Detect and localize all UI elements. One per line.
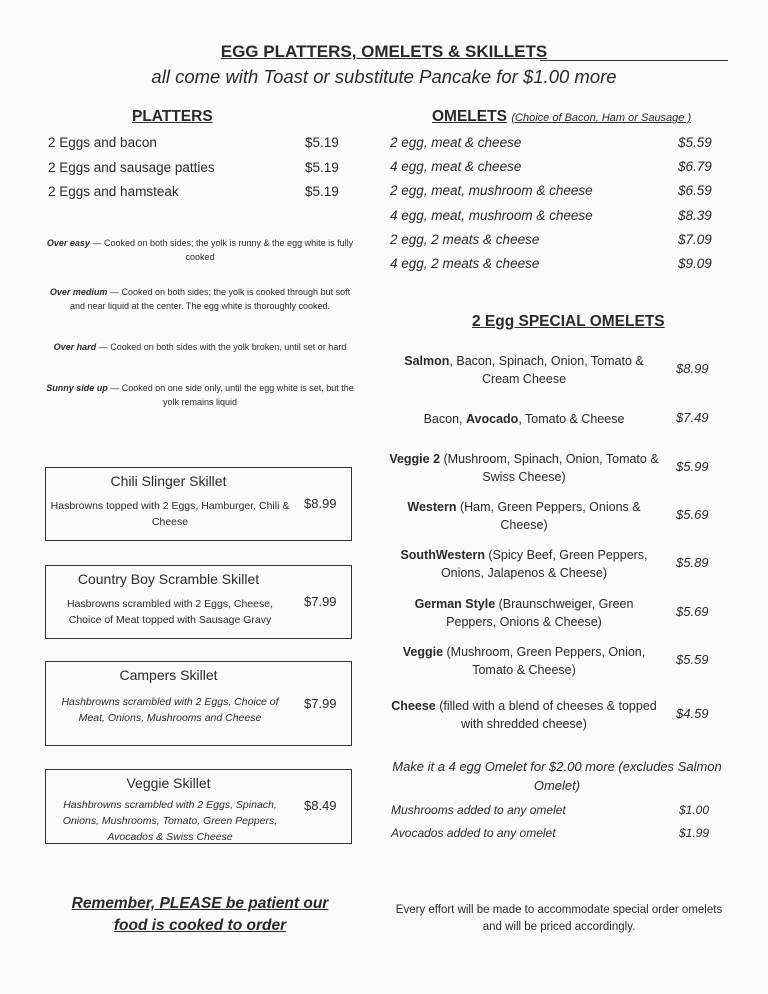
special-omelet-price: $7.49 bbox=[676, 410, 709, 425]
footer-note: Every effort will be made to accommodate special order omelets and will be priced accordingly. bbox=[395, 904, 723, 933]
platter-name: 2 Eggs and sausage patties bbox=[48, 159, 215, 175]
special-omelet-price: $8.99 bbox=[676, 361, 709, 376]
special-omelet-price: $5.69 bbox=[676, 507, 709, 522]
special-heading: 2 Egg SPECIAL OMELETS bbox=[472, 313, 665, 330]
special-omelet-desc bbox=[388, 450, 660, 486]
special-omelet-price: $5.59 bbox=[676, 652, 709, 667]
reminder-line1: Remember, PLEASE be patient our bbox=[71, 895, 329, 912]
special-omelet-name: Western bbox=[407, 500, 457, 514]
skillet-desc: Hasbrowns scrambled with 2 Eggs, Cheese, Choice of Meat topped with Sausage Gravy bbox=[66, 598, 273, 626]
special-omelet-ingredients: , Bacon, Spinach, Onion, Tomato & Cream Cheese bbox=[449, 354, 644, 386]
special-omelet-desc bbox=[388, 352, 660, 388]
skillet-name: Veggie Skillet bbox=[126, 775, 211, 791]
special-omelet-ingredients: , Tomato & Cheese bbox=[518, 412, 625, 426]
skillet-price: $8.49 bbox=[304, 798, 337, 813]
egg-style-term: Over medium bbox=[49, 287, 108, 297]
omelet-name: 4 egg, 2 meats & cheese bbox=[390, 256, 540, 271]
skillet-name: Country Boy Scramble Skillet bbox=[77, 571, 260, 587]
egg-style-desc: — Cooked on one side only, until the egg white is set, but the yolk remains liquid bbox=[107, 383, 354, 407]
reminder bbox=[60, 893, 340, 937]
skillet-box bbox=[45, 769, 352, 844]
special-omelet-ingredients: (Spicy Beef, Green Peppers, Onions, Jalapenos & Cheese) bbox=[440, 548, 648, 580]
special-omelet-desc bbox=[388, 410, 660, 428]
egg-style-desc: — Cooked on both sides; the yolk is cooked through but soft and near liquid at the center. The egg white is thoroughly cooked. bbox=[69, 287, 351, 311]
egg-style-definition bbox=[45, 340, 355, 354]
special-omelet-ingredients: (Ham, Green Peppers, Onions & Cheese) bbox=[456, 500, 641, 532]
special-omelet-name: SouthWestern bbox=[400, 548, 485, 562]
skillet-price: $7.99 bbox=[304, 696, 337, 711]
omelets-heading bbox=[432, 108, 691, 126]
special-omelet-ingredients: (Braunschweiger, Green Peppers, Onions & Cheese) bbox=[446, 597, 634, 629]
platter-name: 2 Eggs and bacon bbox=[48, 135, 157, 150]
reminder-line2: food is cooked to order bbox=[113, 917, 287, 934]
special-omelet-price: $5.99 bbox=[676, 459, 709, 474]
extra-name: Mushrooms added to any omelet bbox=[391, 803, 566, 817]
platter-price: $5.19 bbox=[305, 159, 339, 175]
special-omelet-name: Veggie bbox=[402, 645, 444, 659]
extra-price: $1.00 bbox=[679, 803, 710, 817]
special-omelet-desc bbox=[388, 498, 660, 534]
egg-style-term: Sunny side up bbox=[46, 383, 108, 393]
skillet-box bbox=[45, 661, 352, 746]
omelet-price: $6.79 bbox=[678, 159, 712, 175]
platters-heading: PLATTERS bbox=[132, 108, 213, 125]
title-underline bbox=[540, 60, 728, 61]
special-omelet-desc bbox=[388, 595, 660, 631]
omelet-price: $6.59 bbox=[678, 183, 712, 199]
special-omelet-desc bbox=[388, 697, 660, 733]
special-omelet-name: Cheese bbox=[391, 699, 436, 713]
omelets-title: OMELETS bbox=[432, 108, 507, 125]
special-omelet-ingredients: (Mushroom, Green Peppers, Onion, Tomato & Cheese) bbox=[443, 645, 646, 677]
omelet-price: $9.09 bbox=[678, 256, 712, 271]
menu-subtitle: all come with Toast or substitute Pancake for $1.00 more bbox=[151, 66, 617, 87]
special-omelet-price: $4.59 bbox=[676, 706, 709, 721]
platter-name: 2 Eggs and hamsteak bbox=[48, 184, 179, 199]
special-omelet-ingredients: (Mushroom, Spinach, Onion, Tomato & Swiss Cheese) bbox=[440, 452, 659, 484]
skillet-price: $7.99 bbox=[304, 594, 337, 609]
skillet-name: Campers Skillet bbox=[119, 667, 218, 683]
special-omelet-name: German Style bbox=[414, 597, 496, 611]
special-omelet-name: Avocado bbox=[465, 412, 519, 426]
egg-style-definition bbox=[45, 285, 355, 313]
omelet-price: $7.09 bbox=[678, 231, 712, 247]
extra-price: $1.99 bbox=[679, 826, 710, 840]
special-omelet-price: $5.69 bbox=[676, 604, 709, 619]
special-omelet-name: Veggie 2 bbox=[389, 452, 441, 466]
platter-price: $5.19 bbox=[305, 135, 339, 150]
egg-style-term: Over easy bbox=[46, 238, 90, 248]
egg-style-definition bbox=[45, 381, 355, 409]
omelet-name: 4 egg, meat, mushroom & cheese bbox=[390, 207, 593, 223]
skillet-desc: Hasbrowns topped with 2 Eggs, Hamburger, Chili & Cheese bbox=[50, 500, 290, 528]
special-omelet-desc bbox=[388, 643, 660, 679]
skillet-desc: Hashbrowns scrambled with 2 Eggs, Choice of Meat, Onions, Mushrooms and Cheese bbox=[61, 696, 279, 724]
special-omelet-price: $5.89 bbox=[676, 555, 709, 570]
omelet-price: $5.59 bbox=[678, 135, 712, 150]
extra-name: Avocados added to any omelet bbox=[391, 826, 556, 840]
egg-style-desc: — Cooked on both sides with the yolk broken, until set or hard bbox=[96, 342, 347, 352]
egg-style-desc: — Cooked on both sides; the yolk is runny & the egg white is fully cooked bbox=[89, 238, 354, 262]
special-omelet-ingredients: (filled with a blend of cheeses & topped with shredded cheese) bbox=[435, 699, 657, 731]
skillet-price: $8.99 bbox=[304, 496, 337, 511]
omelet-name: 2 egg, meat & cheese bbox=[390, 135, 522, 150]
skillet-box bbox=[45, 565, 352, 639]
egg-style-term: Over hard bbox=[53, 342, 97, 352]
special-omelet-prefix: Bacon, bbox=[423, 412, 466, 426]
special-omelet-desc bbox=[388, 546, 660, 582]
omelet-name: 4 egg, meat & cheese bbox=[390, 159, 522, 175]
skillet-box bbox=[45, 467, 352, 541]
omelet-name: 2 egg, 2 meats & cheese bbox=[390, 231, 540, 247]
platter-price: $5.19 bbox=[305, 184, 339, 199]
four-egg-note: Make it a 4 egg Omelet for $2.00 more (excludes Salmon Omelet) bbox=[392, 759, 722, 793]
egg-style-definition bbox=[45, 236, 355, 264]
omelets-note: (Choice of Bacon, Ham or Sausage ) bbox=[511, 112, 692, 124]
skillet-desc: Hashbrowns scrambled with 2 Eggs, Spinach, Onions, Mushrooms, Tomato, Green Peppers, Avocados & Swiss Cheese bbox=[62, 799, 278, 843]
skillet-name: Chili Slinger Skillet bbox=[110, 473, 227, 489]
special-omelet-name: Salmon bbox=[404, 354, 450, 368]
omelet-name: 2 egg, meat, mushroom & cheese bbox=[390, 183, 593, 199]
menu-title: EGG PLATTERS, OMELETS & SKILLETS bbox=[220, 42, 548, 61]
omelet-price: $8.39 bbox=[678, 207, 712, 223]
